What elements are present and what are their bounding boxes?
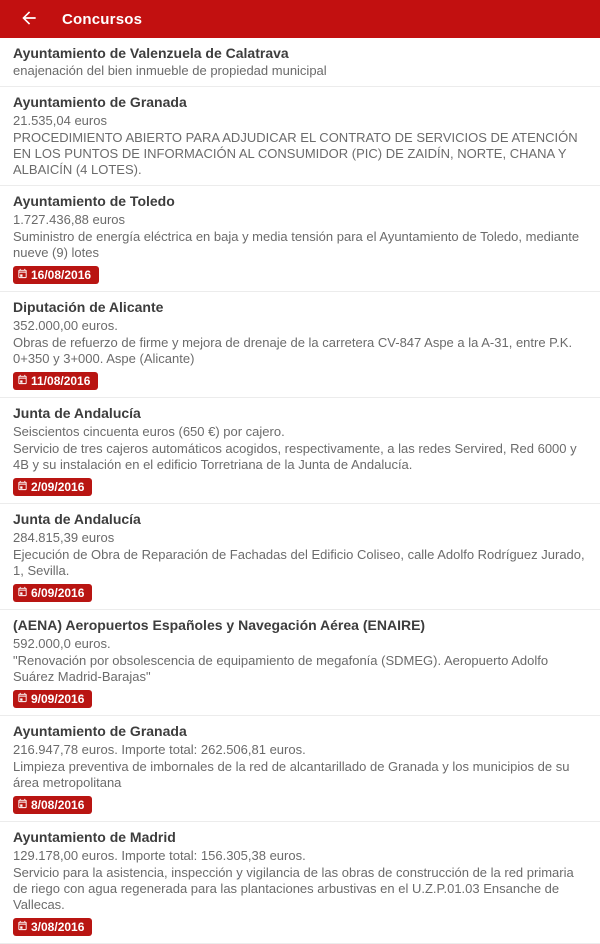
tender-description: enajenación del bien inmueble de propiedad municipal: [13, 63, 327, 78]
tender-description: Limpieza preventiva de imbornales de la red de alcantarillado de Granada y los municipios de su área metropolitana: [13, 759, 570, 790]
tender-list: [0, 38, 600, 944]
date-label: 2/09/2016: [31, 479, 85, 494]
app-header: [0, 0, 600, 38]
date-badge: [13, 372, 98, 390]
tender-description: "Renovación por obsolescencia de equipamiento de megafonía (SDMEG). Aeropuerto Adolfo Suárez Madrid-Barajas": [13, 653, 549, 684]
date-label: 16/08/2016: [31, 267, 92, 282]
date-badge: [13, 584, 92, 602]
tender-amount: 1.727.436,88 euros: [13, 212, 126, 227]
date-badge: [13, 796, 92, 814]
tender-amount: Seiscientos cincuenta euros (650 €) por cajero.: [13, 424, 285, 439]
tender-description: Servicio de tres cajeros automáticos acogidos, respectivamente, a las redes Servired, Red 6000 y 4B y su instalación en el edificio Torretriana de la Junta de Andalucía.: [13, 441, 577, 472]
date-label: 9/09/2016: [31, 691, 85, 706]
calendar-icon: [17, 920, 31, 934]
list-item[interactable]: [0, 716, 600, 822]
list-item[interactable]: [0, 87, 600, 186]
page-title: Concursos: [62, 10, 143, 28]
tender-amount: 216.947,78 euros. Importe total: 262.506,81 euros.: [13, 742, 306, 757]
list-item[interactable]: [0, 186, 600, 292]
date-label: 8/08/2016: [31, 797, 85, 812]
tender-description: Ejecución de Obra de Reparación de Fachadas del Edificio Coliseo, calle Adolfo Rodríguez Jurado, 1, Sevilla.: [13, 547, 585, 578]
arrow-left-icon: [19, 8, 39, 31]
date-badge: [13, 690, 92, 708]
calendar-icon: [17, 268, 31, 282]
date-label: 3/08/2016: [31, 919, 85, 934]
date-badge: [13, 918, 92, 936]
organization-name: Diputación de Alicante: [13, 299, 164, 315]
organization-name: Junta de Andalucía: [13, 511, 141, 527]
organization-name: Ayuntamiento de Madrid: [13, 829, 176, 845]
calendar-icon: [17, 586, 31, 600]
date-badge: [13, 266, 99, 284]
organization-name: Junta de Andalucía: [13, 405, 141, 421]
tender-amount: 129.178,00 euros. Importe total: 156.305,38 euros.: [13, 848, 306, 863]
organization-name: Ayuntamiento de Granada: [13, 723, 187, 739]
tender-description: PROCEDIMIENTO ABIERTO PARA ADJUDICAR EL CONTRATO DE SERVICIOS DE ATENCIÓN EN LOS PUNTOS DE INFORMACIÓN AL CONSUMIDOR (PIC) DE ZAIDÍN, NORTE, CHANA Y ALBAICÍN (4 LOTES).: [13, 130, 578, 177]
back-button[interactable]: [17, 7, 41, 31]
tender-amount: 21.535,04 euros: [13, 113, 107, 128]
list-item[interactable]: [0, 292, 600, 398]
organization-name: Ayuntamiento de Toledo: [13, 193, 175, 209]
list-item[interactable]: [0, 398, 600, 504]
organization-name: Ayuntamiento de Granada: [13, 94, 187, 110]
organization-name: (AENA) Aeropuertos Españoles y Navegación Aérea (ENAIRE): [13, 617, 426, 633]
date-label: 11/08/2016: [31, 373, 91, 388]
calendar-icon: [17, 798, 31, 812]
calendar-icon: [17, 692, 31, 706]
date-badge: [13, 478, 92, 496]
list-item[interactable]: [0, 504, 600, 610]
tender-amount: 284.815,39 euros: [13, 530, 115, 545]
calendar-icon: [17, 480, 31, 494]
tender-description: Suministro de energía eléctrica en baja y media tensión para el Ayuntamiento de Toledo, mediante nueve (9) lotes: [13, 229, 580, 260]
organization-name: Ayuntamiento de Valenzuela de Calatrava: [13, 45, 289, 61]
list-item[interactable]: [0, 38, 600, 87]
tender-amount: 592.000,0 euros.: [13, 636, 111, 651]
list-item[interactable]: [0, 822, 600, 944]
tender-description: Servicio para la asistencia, inspección y vigilancia de las obras de construcción de la red primaria de riego con agua regenerada para las plantaciones arbustivas en el U.Z.P.01.03 Ensanche de Vallecas.: [13, 865, 574, 912]
list-item[interactable]: [0, 610, 600, 716]
tender-description: Obras de refuerzo de firme y mejora de drenaje de la carretera CV-847 Aspe a la A-31, entre P.K. 0+350 y 3+000. Aspe (Alicante): [13, 335, 573, 366]
tender-amount: 352.000,00 euros.: [13, 318, 118, 333]
calendar-icon: [17, 374, 31, 388]
date-label: 6/09/2016: [31, 585, 85, 600]
